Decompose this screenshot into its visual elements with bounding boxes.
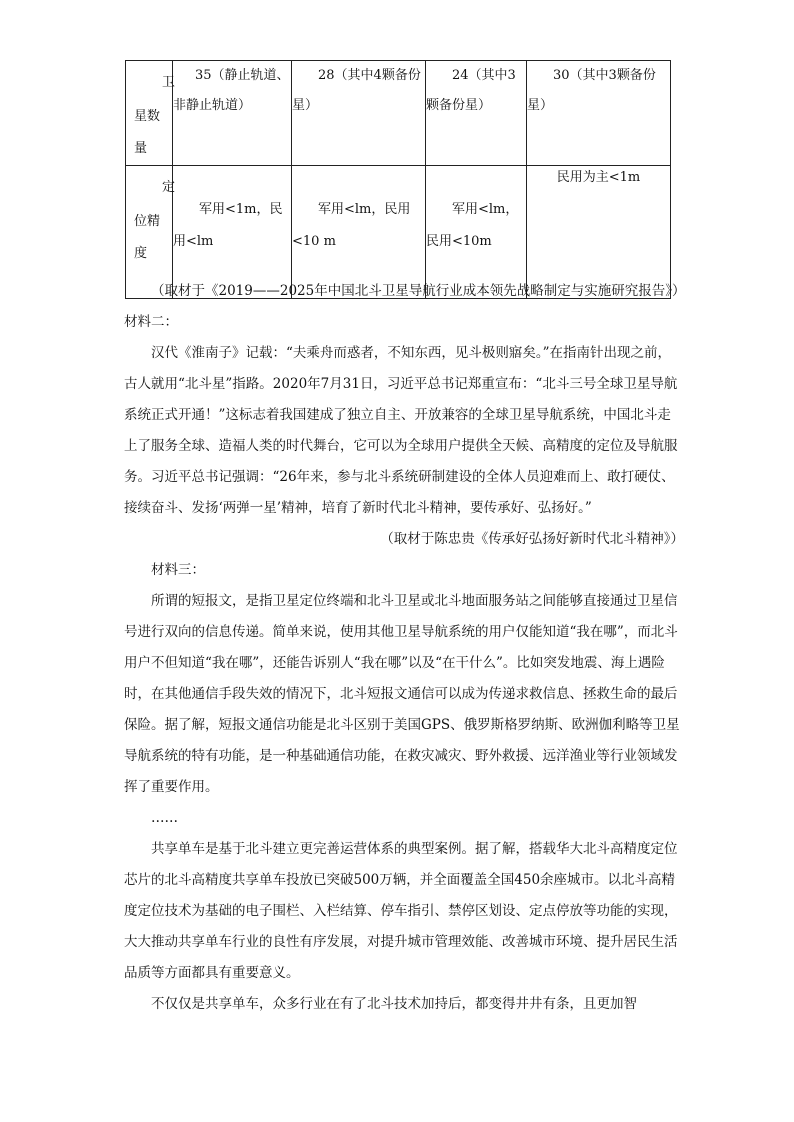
table-cell: 军用<lm，民用<10m	[426, 166, 527, 299]
table-cell: 35（静止轨道、非静止轨道）	[173, 61, 292, 166]
paragraph: 不仅仅是共享单车，众多行业在有了北斗技术加持后，都变得井井有条，且更加智	[151, 996, 637, 1012]
paragraph: 共享单车是基于北斗建立更完善运营体系的典型案例。据了解，搭载华大北斗高精度定位芯片的北斗高精度共享单车投放已突破500万辆，并全面覆盖全国450余座城市。以北斗高精度定位技术为基础的电子围栏、入栏结算、停车指引、禁停区划设、定点停放等功能的实现，大大推动共享单车行业的良性有序发展，对提升城市管理效能、改善城市环境、提升居民生活品质等方面都具有重要意义。	[124, 841, 678, 981]
table-cell: 民用为主<1m	[527, 166, 671, 299]
table-cell: 军用<1m，民用<lm	[173, 166, 292, 299]
document-body	[124, 276, 684, 1020]
table-cell: 30（其中3颗备份星）	[527, 61, 671, 166]
table-row	[126, 61, 671, 166]
paragraph: 汉代《淮南子》记载：“夫乘舟而惑者，不知东西，见斗极则寤矣。”在指南针出现之前，古人就用“北斗星”指路。2020年7月31日，习近平总书记郑重宣布：“北斗三号全球卫星导航系统正式开通！”这标志着我国建成了独立自主、开放兼容的全球卫星导航系统，中国北斗走上了服务全球、造福人类的时代舞台，它可以为全球用户提供全天候、高精度的定位及导航服务。习近平总书记强调：“26年来，参与北斗系统研制建设的全体人员迎难而上、敢打硬仗、接续奋斗、发扬‘两弹一星’精神，培育了新时代北斗精神，要传承好、弘扬好。”	[124, 345, 678, 516]
table-cell: 28（其中4颗备份星）	[292, 61, 426, 166]
ellipsis: ……	[151, 810, 178, 826]
table-cell: 军用<lm，民用<10 m	[292, 166, 426, 299]
section-heading: 材料三：	[151, 562, 205, 578]
row-label-satellite-count: 卫 星数 量	[126, 61, 173, 166]
source-citation: （取材于《2019——2025年中国北斗卫星导航行业成本领先战略制定与实施研究报告》）材料二：	[124, 283, 679, 330]
source-citation: （取材于陈忠贵《传承好弘扬好新时代北斗精神》）	[380, 531, 684, 547]
table-cell: 24（其中3颗备份星）	[426, 61, 527, 166]
paragraph: 所谓的短报文，是指卫星定位终端和北斗卫星或北斗地面服务站之间能够直接通过卫星信号进行双向的信息传递。简单来说，使用其他卫星导航系统的用户仅能知道“我在哪”，而北斗用户不但知道“我在哪”，还能告诉别人“我在哪”以及“在干什么”。比如突发地震、海上遇险时，在其他通信手段失效的情况下，北斗短报文通信可以成为传递求救信息、拯救生命的最后保险。据了解，短报文通信功能是北斗区别于美国GPS、俄罗斯格罗纳斯、欧洲伽利略等卫星导航系统的特有功能，是一种基础通信功能，在救灾减灾、野外救援、远洋渔业等行业领域发挥了重要作用。	[124, 593, 680, 795]
satellite-comparison-table	[125, 60, 671, 299]
row-label-positioning-accuracy: 定 位精 度	[126, 166, 173, 299]
